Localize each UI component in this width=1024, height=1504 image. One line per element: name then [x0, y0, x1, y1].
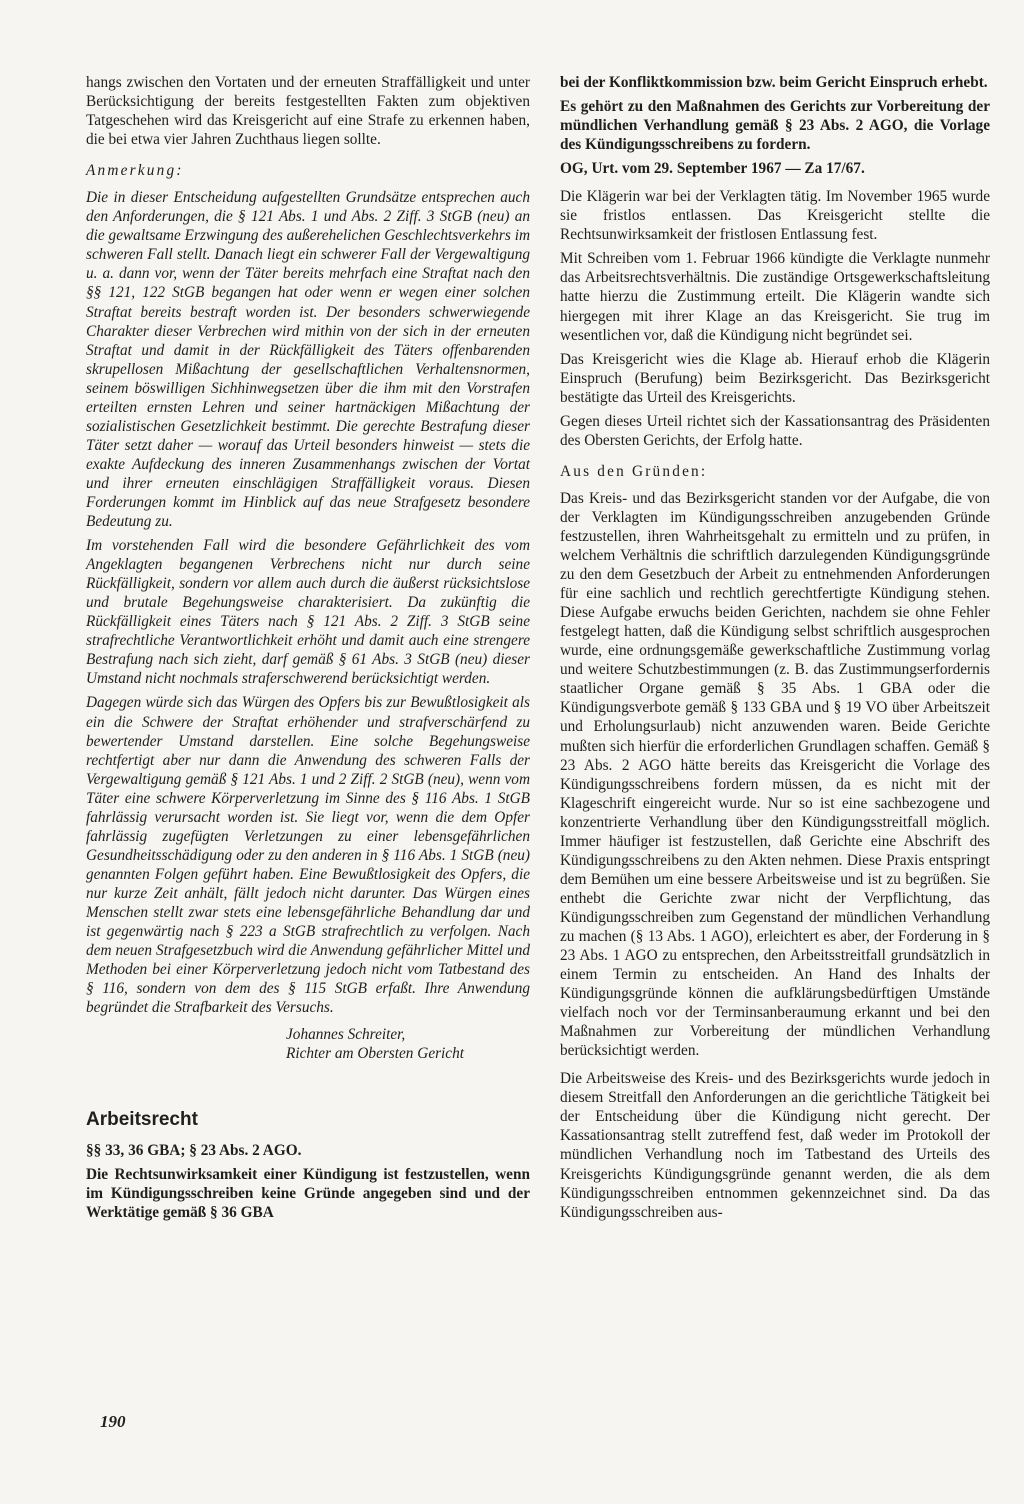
headnote-2: Es gehört zu den Maßnahmen des Gerichts zur Vorbereitung der mündlichen Verhandlung gemäß § 23 Abs. 2 AGO, die Vorlage des Kündigungsschreibens zu fordern. — [560, 98, 990, 154]
section-heading: Arbeitsrecht — [86, 1109, 198, 1131]
headnote-1-continued: bei der Konfliktkommission bzw. beim Gericht Einspruch erhebt. — [560, 74, 988, 91]
left-paragraph-1: hangs zwischen den Vortaten und der erneuten Straffälligkeit und unter Berücksichtigung der bereits festgestellten Fakten zum objektiven Tatgeschehen wird das Kreisgericht auf eine Strafe zu erkennen haben, die bei etwa vier Jahren Zuchthaus liegen sollte. — [86, 74, 530, 149]
remark-paragraph-3: Dagegen würde sich das Würgen des Opfers bis zur Bewußtlosigkeit als ein die Schwere der Straftat erhöhender und strafverschärfend zu bewertender Umstand darstellen. Eine solche Begehungsweise rechtfertigt aber nur dann die Anwendung des schweren Falls der Vergewaltigung gemäß § 121 Abs. 1 und 2 Ziff. 2 StGB (neu), wenn vom Täter eine schwere Körperverletzung im Sinne des § 116 Abs. 1 StGB fahrlässig verursacht worden ist. Sie liegt vor, wenn die dem Opfer fahrlässig zugefügten Verletzungen zu einer lebensgefährlichen Gesundheitsschädigung oder zu den anderen in § 116 Abs. 1 StGB (neu) genannten Folgen geführt haben. Eine Bewußtlosigkeit des Opfers, die nur kurze Zeit anhält, fällt jedoch nicht darunter. Das Würgen eines Menschen stellt zwar stets eine lebensgefährliche Behandlung dar und ist gegenwärtig nach § 223 a StGB strafrechtlich zu verfolgen. Nach dem neuen Strafgesetzbuch wird die Anwendung gefährlicher Mittel und Methoden bei einer Körperverletzung jedoch nicht vom Tatbestand des § 116, sondern von dem des § 115 StGB erfaßt. Ihre Anwendung begründet die Strafbarkeit des Versuchs. — [86, 694, 530, 1017]
page-number: 190 — [100, 1412, 126, 1431]
right-column — [560, 73, 990, 1222]
remark-paragraph-2: Im vorstehenden Fall wird die besondere Gefährlichkeit des vom Angeklagten begangenen Verbrechens nicht nur durch seine Rückfälligkeit, sondern vor allem auch durch die äußerst rücksichtslose und brutale Begehungsweise charakterisiert. Da zukünftig die Rückfälligkeit eines Täters nach § 121 Abs. 2 Ziff. 3 StGB seine strafrechtliche Verantwortlichkeit erhöht und damit auch eine strengere Bestrafung nach sich zieht, darf gemäß § 61 Abs. 3 StGB (neu) dieser Umstand nicht nochmals straferschwerend berücksichtigt werden. — [86, 537, 530, 688]
remark-label: Anmerkung: — [86, 162, 184, 180]
facts-paragraph-4: Gegen dieses Urteil richtet sich der Kassationsantrag des Präsidenten des Obersten Gerichts, der Erfolg hatte. — [560, 412, 990, 449]
left-column — [86, 73, 530, 1223]
facts-paragraph-1: Die Klägerin war bei der Verklagten tätig. Im November 1965 wurde sie fristlos entlassen. Das Kreisgericht stellte die Rechtsunwirksamkeit der fristlosen Entlassung fest. — [560, 188, 990, 244]
law-citation: §§ 33, 36 GBA; § 23 Abs. 2 AGO. — [86, 1142, 302, 1160]
grounds-label: Aus den Gründen: — [560, 462, 708, 480]
remark-paragraph-1: Die in dieser Entscheidung aufgestellten Grundsätze entsprechen auch den Anforderungen, die § 121 Abs. 1 und Abs. 2 Ziff. 3 StGB (neu) an die gewaltsame Erzwingung des außerehelichen Geschlechtsverkehrs im schweren Fall stellt. Danach liegt ein schwerer Fall der Vergewaltigung u. a. dann vor, wenn der Täter bereits mehrfach eine Straftat nach den §§ 121, 122 StGB begangen hat oder wenn er wegen einer solchen Straftat bereits bestraft worden ist. Der besonders schwerwiegende Charakter dieser Verbrechen wird mithin von der sich in der erneuten Straftat und damit in der Rückfälligkeit des Täters offenbarenden skrupellosen Mißachtung der gesellschaftlichen Verhaltensnormen, seinem böswilligen Sichhinwegsetzen über die ihm mit den Vorstrafen erteilten ernsten Lehren und seiner hartnäckigen Mißachtung der sozialistischen Gesetzlichkeit bestimmt. Die gerechte Bestrafung dieser Täter setzt daher — worauf das Urteil besonders hinweist — stets die exakte Aufdeckung des inneren Zusammenhangs zwischen der Vortat und ihrer erneuten einschlägigen Straffälligkeit voraus. Diesen Forderungen kommt im Hinblick auf das neue Strafgesetz besondere Bedeutung zu. — [86, 189, 530, 531]
facts-paragraph-3: Das Kreisgericht wies die Klage ab. Hierauf erhob die Klägerin Einspruch (Berufung) beim Bezirksgericht. Das Bezirksgericht bestätigte das Urteil des Kreisgerichts. — [560, 350, 990, 406]
headnote-1: Die Rechtsunwirksamkeit einer Kündigung ist festzustellen, wenn im Kündigungsschreiben keine Gründe angegeben sind und der Werktätige gemäß § 36 GBA — [86, 1166, 530, 1222]
signature-name: Johannes Schreiter, — [286, 1026, 406, 1044]
facts-paragraph-2: Mit Schreiben vom 1. Februar 1966 kündigte die Verklagte nunmehr das Arbeitsrechtsverhältnis. Die zuständige Ortsgewerkschaftsleitung hatte hierzu die Zustimmung erteilt. Die Klägerin wandte sich hiergegen mit ihrer Klage an das Kreisgericht. Sie trug im wesentlichen vor, daß die Kündigung nicht begründet sei. — [560, 250, 990, 344]
signature-title: Richter am Obersten Gericht — [286, 1045, 464, 1063]
grounds-paragraph-1: Das Kreis- und das Bezirksgericht standen vor der Aufgabe, die von der Verklagten im Kündigungsschreiben anzugebenden Gründe festzustellen, ihren Wahrheitsgehalt zu ermitteln und zu prüfen, in welchem Verhältnis die schriftlich darzulegenden Kündigungsgründe zu den dem Gesetzbuch der Arbeit zu entnehmenden Anforderungen für eine sachlich und rechtlich gerechtfertigte Kündigung stehen. Diese Aufgabe erwuchs beiden Gerichten, nachdem sie ohne Fehler festgelegt hatten, daß die Kündigung selbst schriftlich ausgesprochen wurde, eine ordnungsgemäße gewerkschaftliche Zustimmung vorlag und weitere Schutzbestimmungen (z. B. das Zustimmungserfordernis staatlicher Organe gemäß § 35 Abs. 1 GBA oder die Kündigungsverbote gemäß § 133 GBA und § 19 VO über Arbeitszeit und Erholungsurlaub) nicht anzuwenden waren. Beide Gerichte mußten sich hierfür die erforderlichen Grundlagen schaffen. Gemäß § 23 Abs. 2 AGO hätte bereits das Kreisgericht die Vorlage des Kündigungsschreibens fordern müssen, da es nicht mit der Klageschrift eingereicht wurde. Nur so ist eine sachbezogene und konzentrierte Verhandlung über den Kündigungsstreitfall möglich. Immer häufiger ist festzustellen, daß Gerichte eine Abschrift des Kündigungsschreibens zu den Akten nehmen. Diese Praxis entspringt dem Bemühen um eine bessere Arbeitsweise und ist zu begrüßen. Sie enthebt die Gerichte zwar nicht der Verpflichtung, das Kündigungsschreiben zum Gegenstand der mündlichen Verhandlung zu machen (§ 13 Abs. 1 AGO), erleichtert es aber, der Forderung in § 23 Abs. 1 AGO zu entsprechen, den Arbeitsstreitfall grundsätzlich in einem Termin zu entscheiden. An Hand des Inhalts der Kündigungsgründe können die aufklärungsbedürftigen Umstände vielfach noch vor der Terminsanberaumung erkannt und bei den Maßnahmen zur Vorbereitung der mündlichen Verhandlung berücksichtigt werden. — [560, 489, 990, 1060]
court-reference: OG, Urt. vom 29. September 1967 — Za 17/67. — [560, 160, 865, 178]
grounds-paragraph-2: Die Arbeitsweise des Kreis- und des Bezirksgerichts wurde jedoch in diesem Streitfall den Anforderungen an die gerichtliche Tätigkeit bei der Entscheidung über die Kündigung nicht gerecht. Der Kassationsantrag stellt zutreffend fest, daß weder im Protokoll der mündlichen Verhandlung noch im Tatbestand des Urteils des Kreisgerichts Kündigungsgründe genannt werden, die als dem Kündigungsschreiben entnommen gekennzeichnet sind. Da das Kündigungsschreiben aus- — [560, 1070, 990, 1221]
